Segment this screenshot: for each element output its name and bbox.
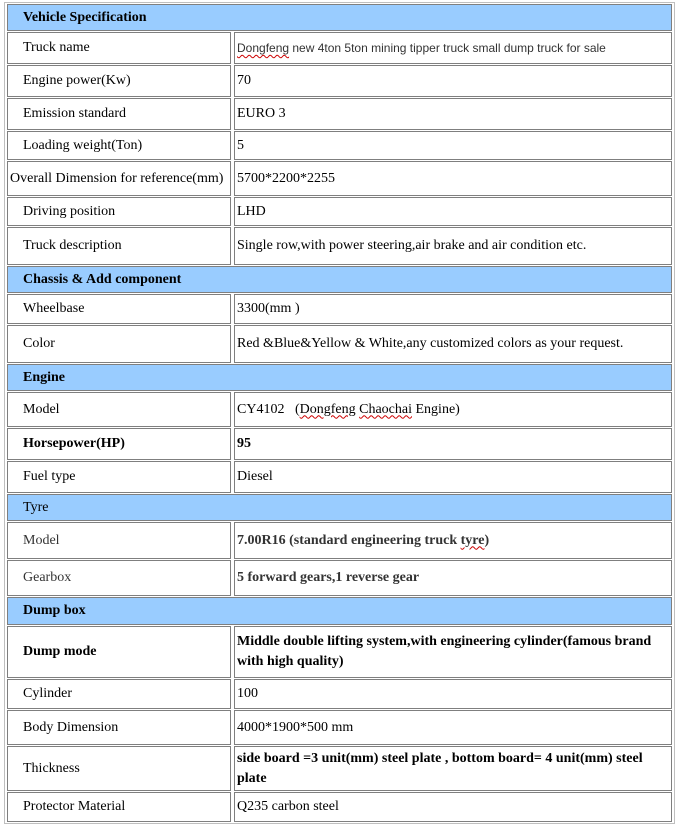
row-label: Driving position [7, 197, 231, 226]
table-row [5, 791, 674, 823]
table-row [5, 391, 674, 427]
row-value: 5 forward gears,1 reverse gear [234, 560, 672, 596]
row-value: 3300(mm ) [234, 294, 672, 324]
table-row [5, 293, 674, 324]
row-value: Q235 carbon steel [234, 792, 672, 822]
section-header-chassis: Chassis & Add component [7, 266, 672, 293]
section-row [5, 363, 674, 391]
row-value: Red &Blue&Yellow & White,any customized colors as your request. [234, 325, 672, 363]
value-fragment: tyre [460, 532, 485, 548]
row-label: Wheelbase [7, 294, 231, 324]
value-fragment: 7.00R16 (standard engineering truck [237, 532, 461, 548]
section-header-vehicle: Vehicle Specification [7, 4, 672, 31]
table-row [5, 709, 674, 745]
table-row [5, 521, 674, 559]
row-value [234, 32, 672, 64]
row-value: Middle double lifting system,with engineering cylinder(famous brand with high quality) [234, 626, 672, 678]
value-fragment: Dongfeng [237, 41, 290, 55]
row-label: Thickness [7, 746, 231, 791]
table-row [5, 559, 674, 596]
value-fragment: CY4102 ( [237, 401, 300, 417]
table-row [5, 625, 674, 678]
row-value: EURO 3 [234, 98, 672, 130]
table-row [5, 324, 674, 363]
row-value: Single row,with power steering,air brake and air condition etc. [234, 227, 672, 265]
table-row [5, 460, 674, 493]
value-fragment: Chaochai [359, 401, 412, 417]
section-header-tyre: Tyre [7, 494, 672, 521]
table-row [5, 745, 674, 791]
value-fragment: new 4ton 5ton mining tipper truck small dump truck for sale [289, 41, 606, 55]
table-row [5, 226, 674, 265]
row-value: 70 [234, 65, 672, 97]
row-value: 5 [234, 131, 672, 160]
row-label: Model [7, 522, 231, 559]
row-value: side board =3 unit(mm) steel plate , bottom board= 4 unit(mm) steel plate [234, 746, 672, 791]
row-label: Emission standard [7, 98, 231, 130]
row-label: Engine power(Kw) [7, 65, 231, 97]
spec-table [4, 2, 675, 824]
row-value: LHD [234, 197, 672, 226]
row-label: Fuel type [7, 461, 231, 493]
table-row [5, 97, 674, 130]
row-value: 4000*1900*500 mm [234, 710, 672, 745]
row-label: Loading weight(Ton) [7, 131, 231, 160]
value-fragment: Dongfeng [299, 401, 356, 417]
row-value: 5700*2200*2255 [234, 161, 672, 196]
row-value: 100 [234, 679, 672, 709]
table-row [5, 196, 674, 226]
row-label: Gearbox [7, 560, 231, 596]
row-value: Diesel [234, 461, 672, 493]
section-row [5, 596, 674, 625]
section-header-dump: Dump box [7, 597, 672, 625]
section-row [5, 493, 674, 521]
value-fragment: Engine) [412, 401, 460, 417]
row-label: Overall Dimension for reference(mm) [7, 161, 231, 196]
row-label: Protector Material [7, 792, 231, 822]
row-label: Cylinder [7, 679, 231, 709]
value-fragment: ) [484, 532, 490, 548]
row-label: Dump mode [7, 626, 231, 678]
section-row [5, 265, 674, 293]
table-row [5, 678, 674, 709]
row-value [234, 522, 672, 559]
row-label: Horsepower(HP) [7, 428, 231, 460]
row-value: 95 [234, 428, 672, 460]
row-label: Truck name [7, 32, 231, 64]
table-row [5, 64, 674, 97]
table-row [5, 160, 674, 196]
row-label: Truck description [7, 227, 231, 265]
row-value [234, 392, 672, 427]
row-label: Model [7, 392, 231, 427]
section-row [5, 3, 674, 31]
row-label: Body Dimension [7, 710, 231, 745]
section-header-engine: Engine [7, 364, 672, 391]
table-row [5, 130, 674, 160]
table-row [5, 31, 674, 64]
table-row [5, 427, 674, 460]
row-label: Color [7, 325, 231, 363]
